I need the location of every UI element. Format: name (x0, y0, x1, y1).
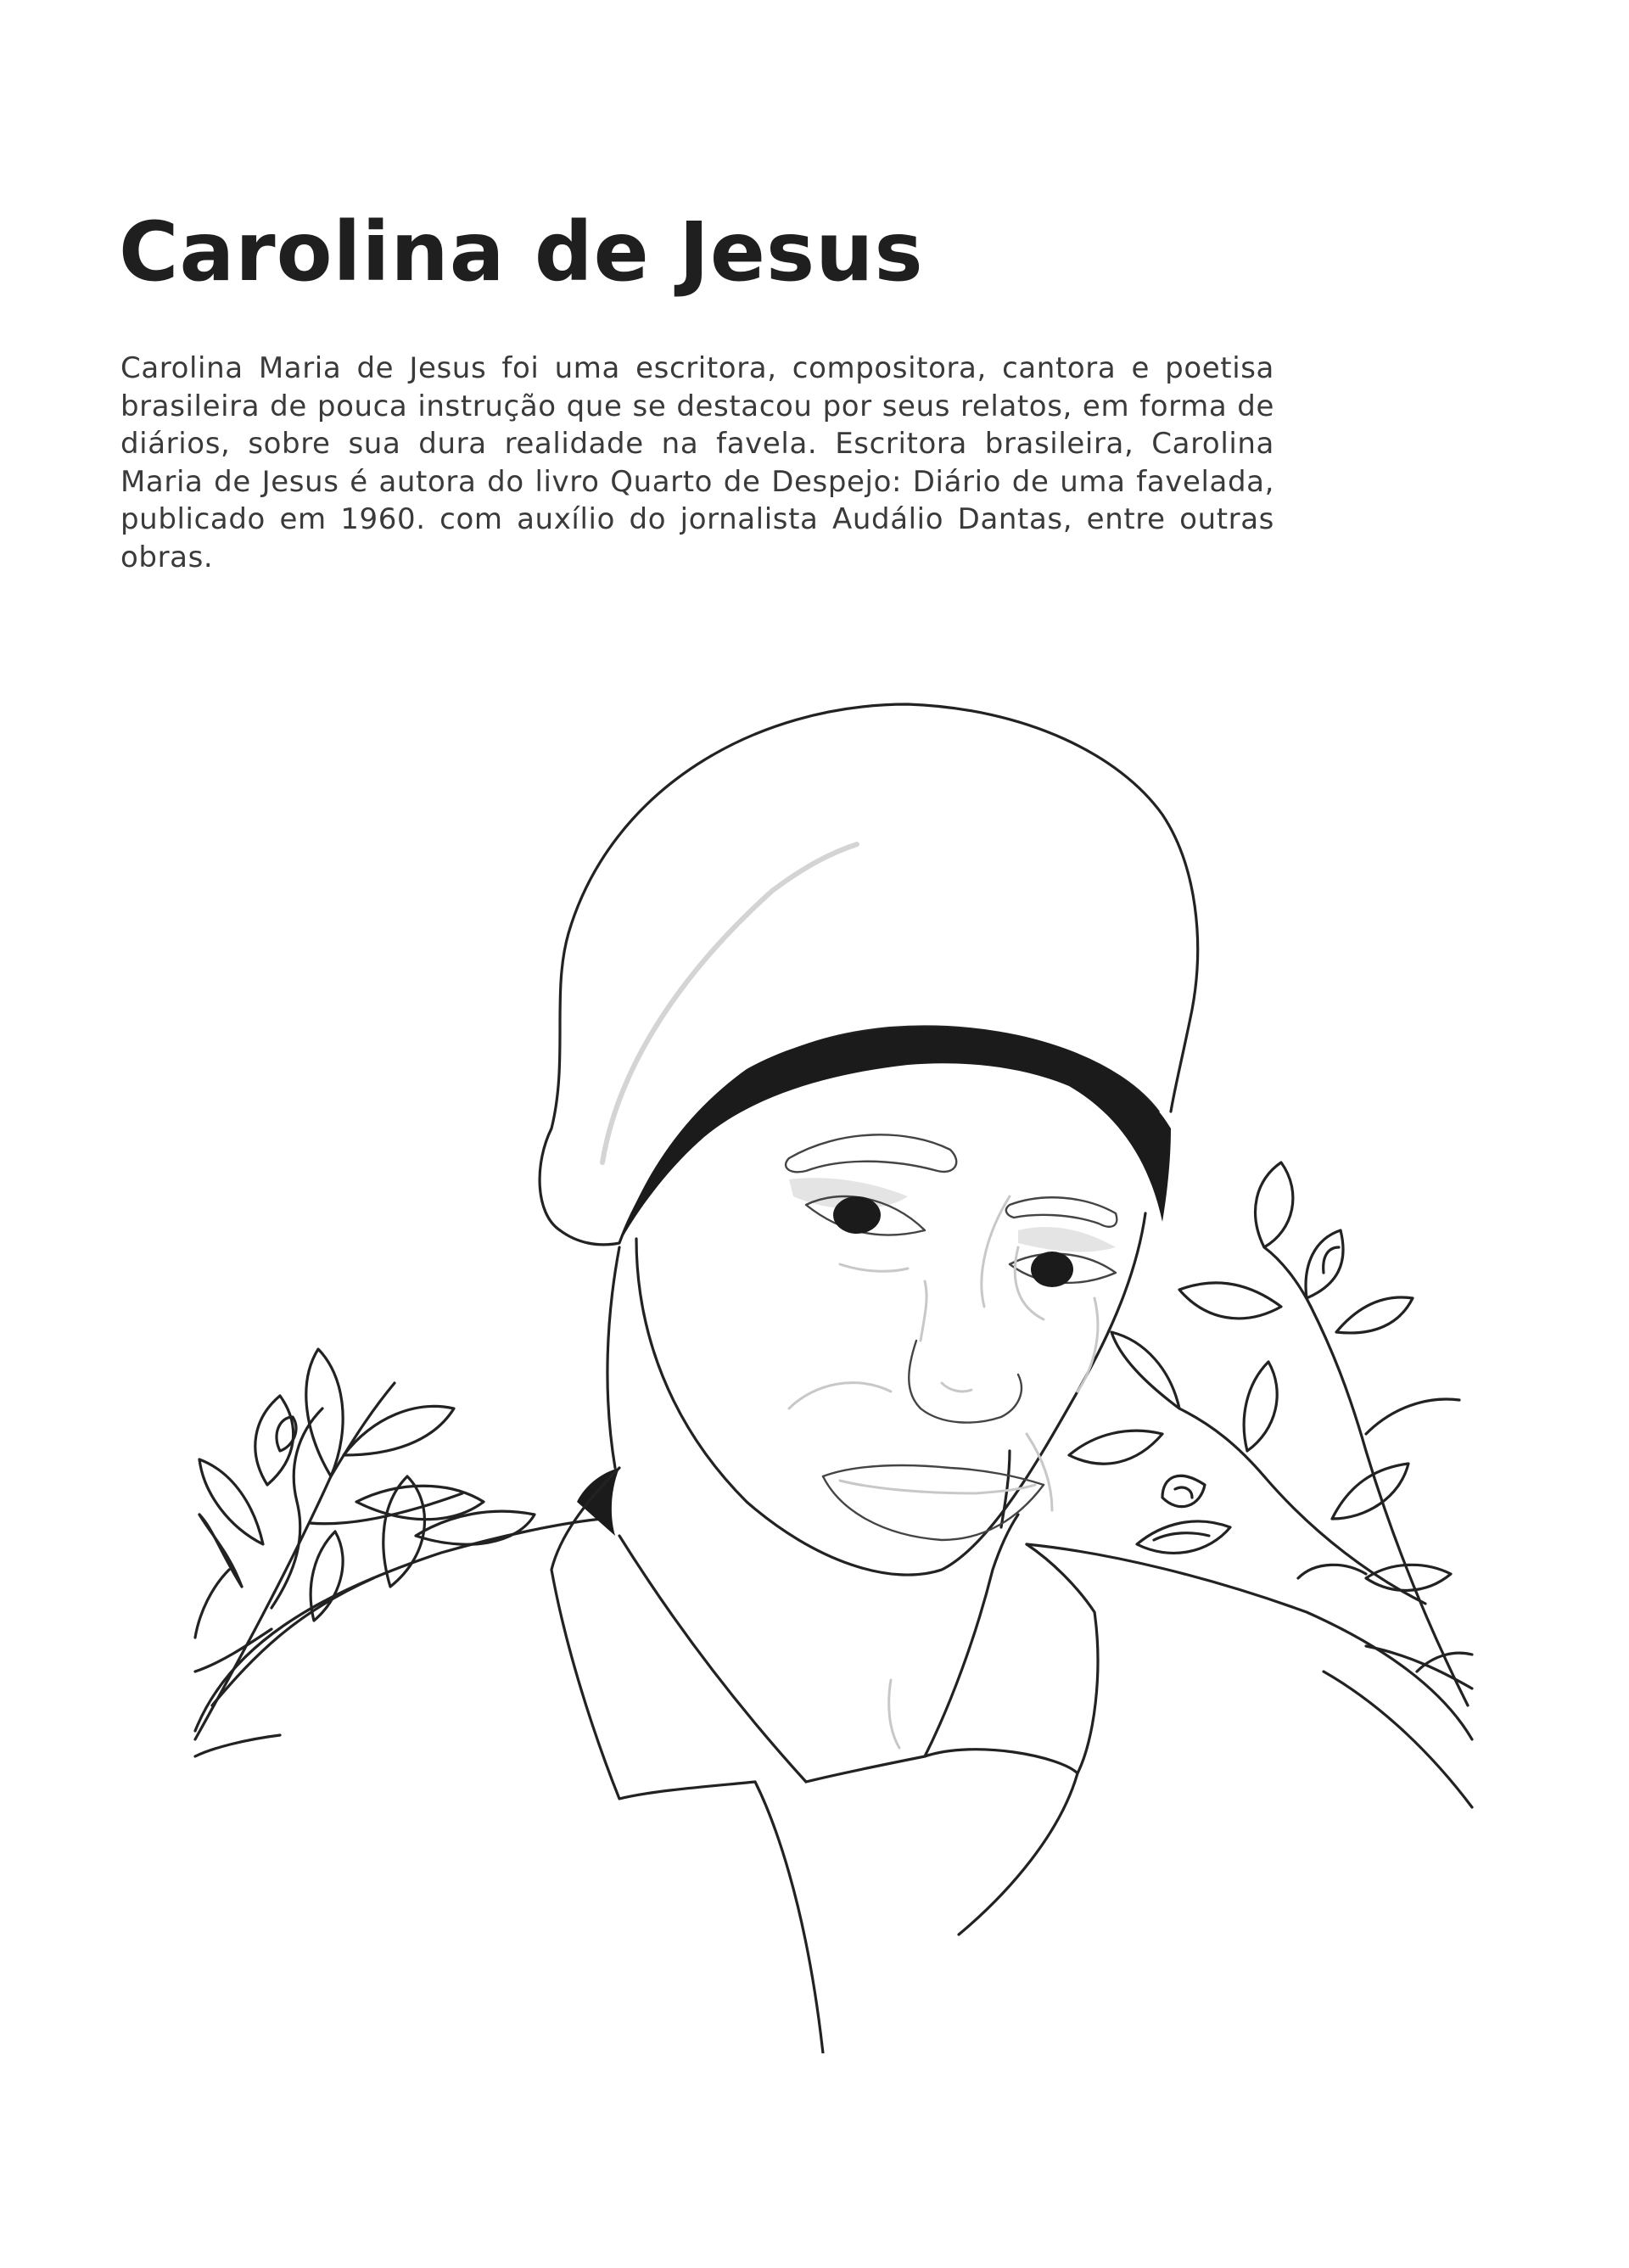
portrait-illustration (161, 687, 1476, 2053)
shirt-collar (551, 1468, 1098, 2053)
right-leaves (1069, 1162, 1472, 1705)
page-title: Carolina de Jesus (119, 204, 924, 300)
portrait-line-art (161, 687, 1476, 2053)
body-outline (195, 1519, 1472, 1807)
left-leaves (195, 1349, 535, 1739)
biography-paragraph: Carolina Maria de Jesus foi uma escritora, compositora, cantora e poetisa brasileira de pouca instrução que se destacou por seus relatos, em forma de diários, sobre sua dura realidade na favela. Escritora brasileira, Carolina Maria de Jesus é autora do livro Quarto de Despejo: Diário de uma favelada, publicado em 1960. com auxílio do jornalista Audálio Dantas, entre outras obras. (120, 351, 1274, 574)
head-wrap (540, 704, 1198, 1245)
face (636, 1134, 1145, 1575)
